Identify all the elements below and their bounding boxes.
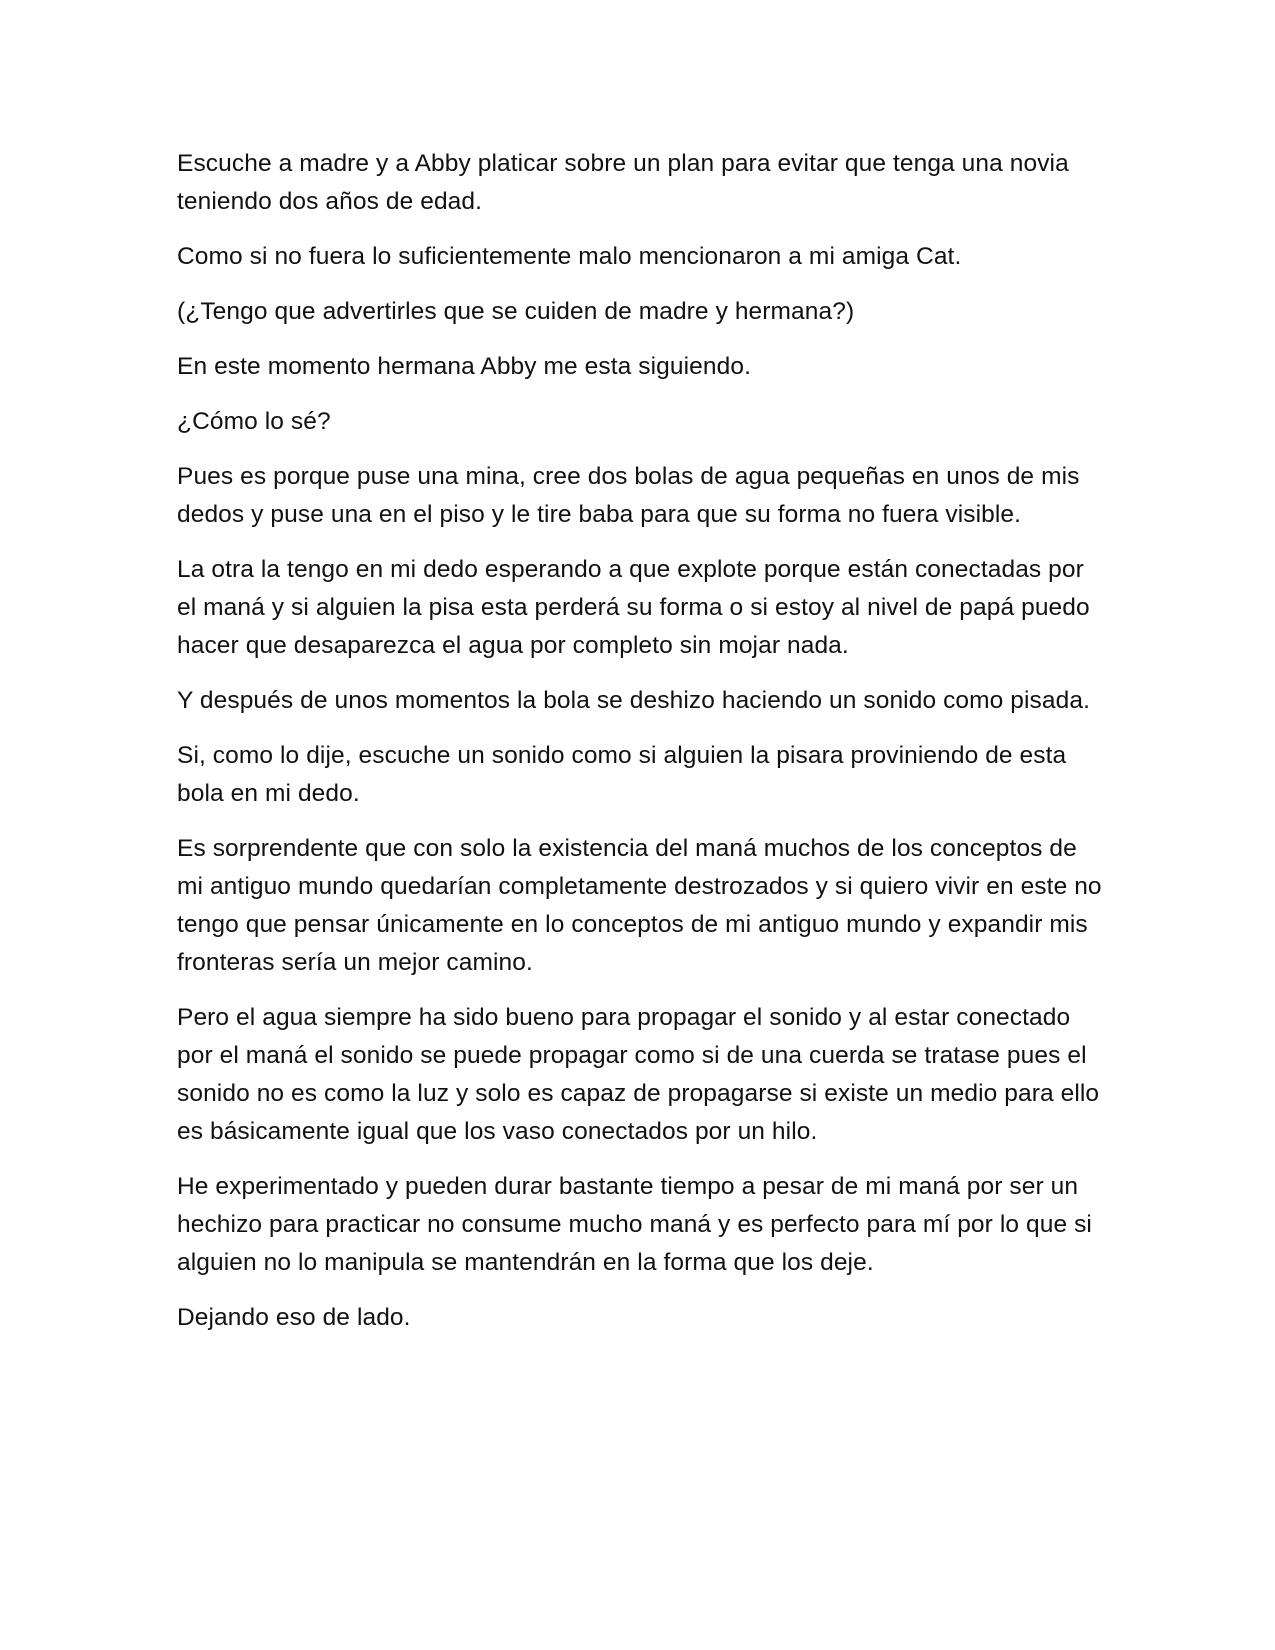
paragraph: (¿Tengo que advertirles que se cuiden de madre y hermana?) <box>177 298 855 325</box>
paragraph: Pues es porque puse una mina, cree dos bolas de agua pequeñas en unos de mis dedos y puse una en el piso y le tire baba para que su forma no fuera visible. <box>177 463 1080 528</box>
document-body <box>177 145 1107 1354</box>
paragraph: En este momento hermana Abby me esta siguiendo. <box>177 353 751 380</box>
paragraph: Escuche a madre y a Abby platicar sobre un plan para evitar que tenga una novia teniendo dos años de edad. <box>177 150 1069 215</box>
paragraph: Y después de unos momentos la bola se deshizo haciendo un sonido como pisada. <box>177 687 1090 714</box>
paragraph: Dejando eso de lado. <box>177 1304 411 1331</box>
paragraph: Como si no fuera lo suficientemente malo mencionaron a mi amiga Cat. <box>177 243 962 270</box>
paragraph: ¿Cómo lo sé? <box>177 408 331 435</box>
paragraph: He experimentado y pueden durar bastante tiempo a pesar de mi maná por ser un hechizo para practicar no consume mucho maná y es perfecto para mí por lo que si alguien no lo manipula se mantendrán en la forma que los deje. <box>177 1173 1092 1276</box>
paragraph: Si, como lo dije, escuche un sonido como si alguien la pisara proviniendo de esta bola en mi dedo. <box>177 742 1067 807</box>
paragraph: Es sorprendente que con solo la existencia del maná muchos de los conceptos de mi antiguo mundo quedarían completamente destrozados y si quiero vivir en este no tengo que pensar únicamente en lo conceptos de mi antiguo mundo y expandir mis fronteras sería un mejor camino. <box>177 835 1102 976</box>
paragraph: La otra la tengo en mi dedo esperando a que explote porque están conectadas por el maná y si alguien la pisa esta perderá su forma o si estoy al nivel de papá puedo hacer que desaparezca el agua por completo sin mojar nada. <box>177 556 1090 659</box>
paragraph: Pero el agua siempre ha sido bueno para propagar el sonido y al estar conectado por el maná el sonido se puede propagar como si de una cuerda se tratase pues el sonido no es como la luz y solo es capaz de propagarse si existe un medio para ello es básicamente igual que los vaso conectados por un hilo. <box>177 1004 1100 1145</box>
